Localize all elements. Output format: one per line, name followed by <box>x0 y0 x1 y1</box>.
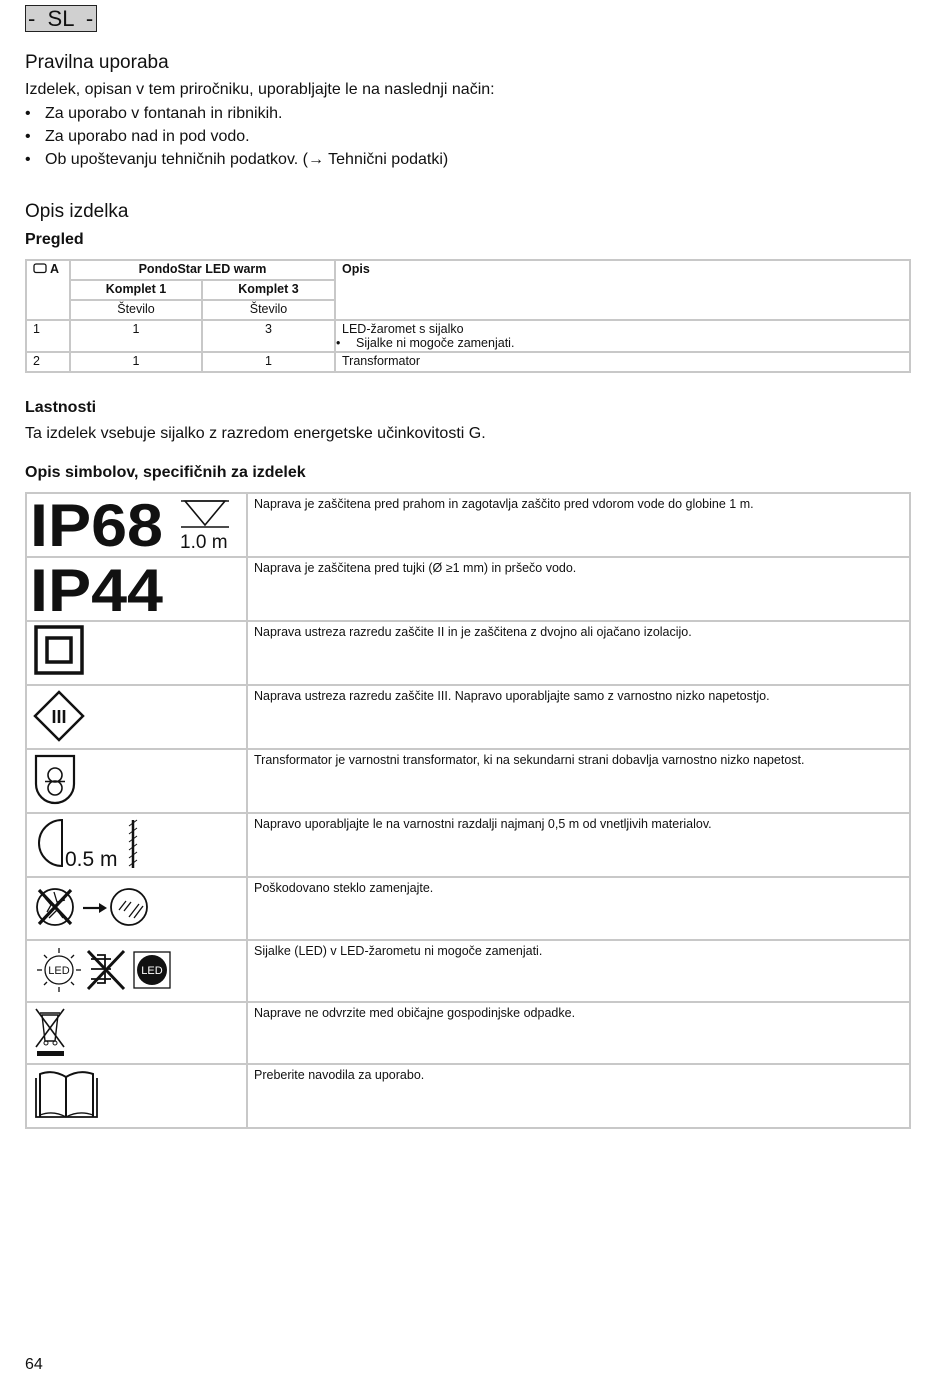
symbol-description: Preberite navodila za uporabo. <box>247 1064 910 1128</box>
table-row <box>26 813 910 877</box>
features-text: Ta izdelek vsebuje sijalko z razredom energetske učinkovitosti G. <box>25 425 486 442</box>
language-tag: - SL - <box>25 5 97 32</box>
symbol-description: Sijalke (LED) v LED-žarometu ni mogoče zamenjati. <box>247 940 910 1002</box>
subsection-title-features: Lastnosti <box>25 399 97 416</box>
svg-text:LED: LED <box>48 965 70 977</box>
set-header: Komplet 1 <box>70 280 202 300</box>
table-cell: 1 <box>70 352 202 372</box>
min-distance-icon <box>26 813 247 877</box>
description-text: LED-žaromet s sijalko <box>342 322 464 336</box>
proper-use-list <box>25 104 448 173</box>
table-cell: 3 <box>202 320 335 352</box>
protection-class-ii-icon <box>26 621 247 685</box>
svg-text:III: III <box>51 707 67 727</box>
description-header: Opis <box>335 260 910 320</box>
svg-text:IP44: IP44 <box>30 558 164 617</box>
table-row <box>26 877 910 940</box>
led-not-replaceable-icon <box>26 940 247 1002</box>
svg-text:1.0 m: 1.0 m <box>180 532 228 553</box>
figure-icon <box>33 263 47 274</box>
table-cell: 1 <box>26 320 70 352</box>
svg-text:IP68: IP68 <box>30 494 163 553</box>
count-header: Število <box>202 300 335 320</box>
section-title-product-description: Opis izdelka <box>25 201 129 222</box>
description-note: • Sijalke ni mogoče zamenjati. <box>342 336 903 350</box>
symbol-description: Naprave ne odvrzite med običajne gospodinjske odpadke. <box>247 1002 910 1064</box>
table-row <box>26 352 910 372</box>
symbol-description: Naprava je zaščitena pred prahom in zagotavlja zaščito pred vdorom vode do globine 1 m. <box>247 493 910 557</box>
table-corner-cell <box>26 260 70 320</box>
table-cell: 1 <box>70 320 202 352</box>
table-row <box>26 940 910 1002</box>
table-row <box>26 685 910 749</box>
table-cell: Transformator <box>335 352 910 372</box>
svg-text:LED: LED <box>141 965 163 977</box>
count-header: Število <box>70 300 202 320</box>
list-item: • Za uporabo nad in pod vodo. <box>25 127 448 150</box>
symbol-description: Naprava ustreza razredu zaščite III. Napravo uporabljajte samo z varnostno nizko napetostjo. <box>247 685 910 749</box>
figure-label: A <box>50 262 60 276</box>
table-row <box>26 1064 910 1128</box>
table-row <box>26 749 910 813</box>
table-row <box>26 493 910 557</box>
table-cell <box>335 320 910 352</box>
subsection-title-symbols: Opis simbolov, specifičnih za izdelek <box>25 464 306 481</box>
replace-glass-icon <box>26 877 247 940</box>
overview-table <box>25 259 911 373</box>
proper-use-intro: Izdelek, opisan v tem priročniku, uporabljajte le na naslednji način: <box>25 81 495 98</box>
table-row <box>26 320 910 352</box>
table-row <box>26 621 910 685</box>
symbol-description: Napravo uporabljajte le na varnostni razdalji najmanj 0,5 m od vnetljivih materialov. <box>247 813 910 877</box>
section-title-proper-use: Pravilna uporaba <box>25 52 169 73</box>
symbol-description: Naprava ustreza razredu zaščite II in je zaščitena z dvojno ali ojačano izolacijo. <box>247 621 910 685</box>
table-row <box>26 557 910 621</box>
set-header: Komplet 3 <box>202 280 335 300</box>
list-item: • Za uporabo v fontanah in ribnikih. <box>25 104 448 127</box>
page-number: 64 <box>25 1356 43 1373</box>
weee-bin-icon <box>26 1002 247 1064</box>
subsection-title-overview: Pregled <box>25 231 84 248</box>
symbol-description: Poškodovano steklo zamenjajte. <box>247 877 910 940</box>
list-item: • Ob upoštevanju tehničnih podatkov. (→ Tehnični podatki) <box>25 150 448 173</box>
symbols-table <box>25 492 911 1129</box>
protection-class-iii-icon <box>26 685 247 749</box>
safety-transformer-icon <box>26 749 247 813</box>
ip44-icon <box>26 557 247 621</box>
symbol-description: Transformator je varnostni transformator, ki na sekundarni strani dobavlja varnostno nizko napetost. <box>247 749 910 813</box>
table-cell: 2 <box>26 352 70 372</box>
table-row <box>26 1002 910 1064</box>
product-header: PondoStar LED warm <box>70 260 335 280</box>
svg-text:0.5 m: 0.5 m <box>65 848 118 871</box>
read-manual-icon <box>26 1064 247 1128</box>
symbol-description: Naprava je zaščitena pred tujki (Ø ≥1 mm) in pršečo vodo. <box>247 557 910 621</box>
table-cell: 1 <box>202 352 335 372</box>
ip68-depth-icon <box>26 493 247 557</box>
